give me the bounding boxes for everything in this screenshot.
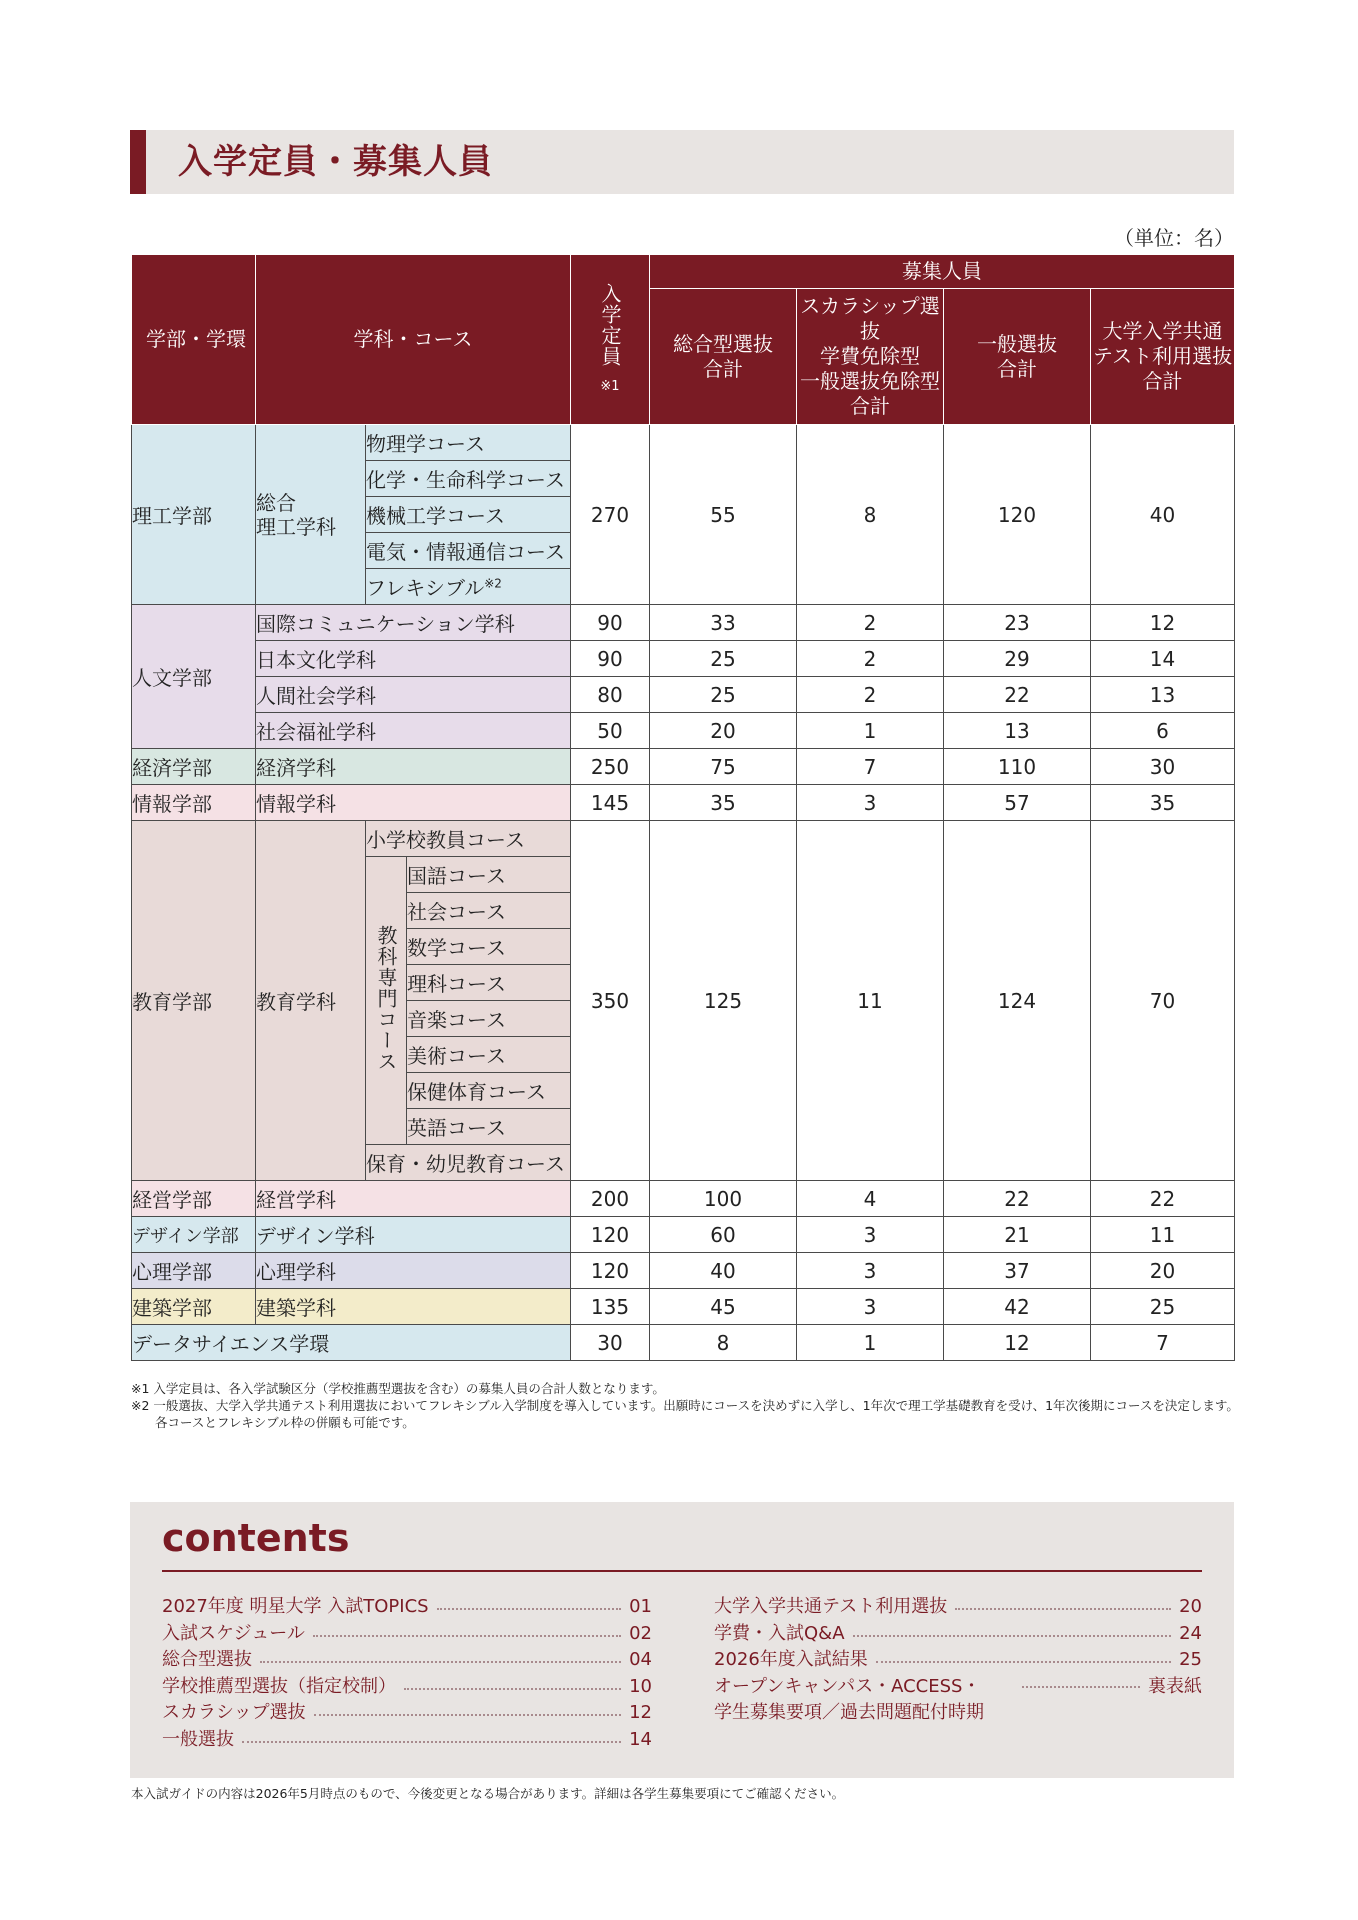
toc-right [714,1594,1202,1728]
table-row [132,1217,1235,1253]
toc-item[interactable] [162,1647,652,1674]
value-cell: 33 [650,605,797,641]
toc-item[interactable] [714,1594,1202,1621]
course-cell: 社会コース [407,893,571,929]
value-cell: 14 [1091,641,1235,677]
table-row [132,821,1235,857]
header-col-ippan: 一般選抜 合計 [944,289,1091,425]
toc-page: 裏表紙 [1148,1675,1202,1697]
course-cell: 保育・幼児教育コース [366,1145,571,1181]
value-cell: 1 [797,1325,944,1361]
faculty-cell: 経済学部 [132,749,256,785]
value-cell: 40 [1091,425,1235,605]
course-cell: 国語コース [407,857,571,893]
title-accent [130,130,146,194]
toc-leader [876,1647,1171,1663]
faculty-cell: 建築学部 [132,1289,256,1325]
value-cell: 70 [1091,821,1235,1181]
value-cell: 6 [1091,713,1235,749]
toc-leader [260,1647,621,1663]
toc-label: 2027年度 明星大学 入試TOPICS [162,1596,429,1617]
department-cell: 人間社会学科 [256,677,571,713]
department-cell: デザイン学科 [256,1217,571,1253]
value-cell: 35 [1091,785,1235,821]
value-cell: 50 [571,713,650,749]
department-cell: 心理学科 [256,1253,571,1289]
course-cell: 電気・情報通信コース [366,533,571,569]
toc-leader [314,1700,621,1716]
value-cell: 55 [650,425,797,605]
toc-page: 02 [629,1622,652,1644]
faculty-cell: 経営学部 [132,1181,256,1217]
value-cell: 120 [571,1253,650,1289]
value-cell: 22 [944,677,1091,713]
value-cell: 37 [944,1253,1091,1289]
course-cell: 数学コース [407,929,571,965]
table-row [132,677,1235,713]
value-cell: 35 [650,785,797,821]
footnote-2-cont: 各コースとフレキシブル枠の併願も可能です。 [155,1415,415,1430]
table-row [132,605,1235,641]
table-row [132,1253,1235,1289]
subject-group-label: 教科専門コース [374,924,398,1072]
value-cell: 80 [571,677,650,713]
value-cell: 270 [571,425,650,605]
course-cell: 化学・生命科学コース [366,461,571,497]
toc-label: 入試スケジュール [162,1622,305,1644]
faculty-cell: 情報学部 [132,785,256,821]
value-cell: 57 [944,785,1091,821]
value-cell: 60 [650,1217,797,1253]
value-cell: 30 [571,1325,650,1361]
value-cell: 3 [797,1253,944,1289]
department-cell: 総合 理工学科 [256,425,366,605]
toc-leader [242,1727,621,1743]
value-cell: 145 [571,785,650,821]
value-cell: 21 [944,1217,1091,1253]
value-cell: 90 [571,605,650,641]
course-cell: 英語コース [407,1109,571,1145]
header-department: 学科・コース [256,255,571,425]
course-flexible: フレキシブル [366,576,485,600]
contents-divider [162,1570,1202,1572]
subject-group-cell [366,857,407,1145]
table-row [132,641,1235,677]
footnote-1: ※1 入学定員は、各入学試験区分（学校推薦型選抜を含む）の募集人員の合計人数となります。 [131,1381,665,1396]
faculty-cell: 理工学部 [132,425,256,605]
capacity-table [131,254,1235,1361]
header-recruitment: 募集人員 [650,255,1235,289]
value-cell: 350 [571,821,650,1181]
toc-page: 01 [629,1596,652,1617]
value-cell: 8 [650,1325,797,1361]
department-cell: 教育学科 [256,821,366,1181]
value-cell: 42 [944,1289,1091,1325]
contents-title: contents [162,1516,350,1560]
toc-label: 一般選抜 [162,1728,234,1750]
course-cell: 小学校教員コース [366,821,571,857]
value-cell: 100 [650,1181,797,1217]
table-row [132,785,1235,821]
toc-leader [955,1594,1171,1610]
toc-page: 20 [1179,1596,1202,1617]
course-cell: 理科コース [407,965,571,1001]
toc-leader [313,1621,621,1637]
toc-page: 12 [629,1702,652,1724]
value-cell: 11 [1091,1217,1235,1253]
table-row [132,425,1235,461]
value-cell: 250 [571,749,650,785]
value-cell: 3 [797,1217,944,1253]
toc-page: 10 [629,1675,652,1697]
value-cell: 29 [944,641,1091,677]
value-cell: 4 [797,1181,944,1217]
header-col-scholarship: スカラシップ選抜 学費免除型 一般選抜免除型 合計 [797,289,944,425]
value-cell: 2 [797,641,944,677]
footnote-2: ※2 一般選抜、大学入学共通テスト利用選抜においてフレキシブル入学制度を導入しています。出願時にコースを決めずに入学し、1年次で理工学基礎教育を受け、1年次後期にコースを決定します。 [131,1398,1239,1413]
toc-leader [1022,1674,1140,1688]
toc-item[interactable] [714,1647,1202,1674]
header-col-sogo: 総合型選抜 合計 [650,289,797,425]
table-row [132,749,1235,785]
toc-item[interactable] [162,1727,652,1754]
faculty-cell: 人文学部 [132,605,256,749]
table-row [132,1289,1235,1325]
value-cell: 12 [944,1325,1091,1361]
value-cell: 20 [1091,1253,1235,1289]
value-cell: 11 [797,821,944,1181]
toc-item[interactable] [162,1674,652,1701]
department-cell: 建築学科 [256,1289,571,1325]
contents-box [130,1502,1234,1778]
value-cell: 3 [797,785,944,821]
value-cell: 125 [650,821,797,1181]
value-cell: 7 [797,749,944,785]
toc-page: 14 [629,1728,652,1750]
course-cell [366,569,571,605]
value-cell: 22 [1091,1181,1235,1217]
value-cell: 13 [1091,677,1235,713]
department-cell: 経営学科 [256,1181,571,1217]
toc-label: 総合型選抜 [162,1649,252,1671]
toc-page: 25 [1179,1649,1202,1671]
value-cell: 75 [650,749,797,785]
faculty-cell: 心理学部 [132,1253,256,1289]
toc-label: スカラシップ選抜 [162,1702,306,1724]
value-cell: 25 [1091,1289,1235,1325]
toc-label: オープンキャンパス・ACCESS・ 学生募集要項／過去問題配付時期 [714,1675,984,1723]
value-cell: 124 [944,821,1091,1181]
header-capacity-label: 入学定員 [598,283,622,368]
value-cell: 110 [944,749,1091,785]
value-cell: 30 [1091,749,1235,785]
course-cell: 機械工学コース [366,497,571,533]
faculty-cell: デザイン学部 [132,1217,256,1253]
toc-item[interactable] [714,1621,1202,1648]
value-cell: 12 [1091,605,1235,641]
value-cell: 200 [571,1181,650,1217]
value-cell: 45 [650,1289,797,1325]
value-cell: 120 [571,1217,650,1253]
flexible-note: ※2 [484,576,502,591]
value-cell: 40 [650,1253,797,1289]
table-row [132,713,1235,749]
title-bar [130,130,1234,194]
value-cell: 25 [650,677,797,713]
faculty-cell: 教育学部 [132,821,256,1181]
department-cell: 日本文化学科 [256,641,571,677]
toc-item[interactable] [714,1674,1202,1728]
footnotes [131,1380,1241,1431]
course-cell: 物理学コース [366,425,571,461]
value-cell: 2 [797,605,944,641]
toc-leader [853,1621,1172,1637]
value-cell: 1 [797,713,944,749]
value-cell: 25 [650,641,797,677]
value-cell: 7 [1091,1325,1235,1361]
value-cell: 3 [797,1289,944,1325]
page-title: 入学定員・募集人員 [178,142,493,182]
value-cell: 23 [944,605,1091,641]
department-cell: 社会福祉学科 [256,713,571,749]
value-cell: 22 [944,1181,1091,1217]
toc-item[interactable] [162,1700,652,1727]
course-cell: 保健体育コース [407,1073,571,1109]
toc-leader [404,1674,621,1690]
faculty-cell: データサイエンス学環 [132,1325,571,1361]
unit-label: （単位：名） [1114,226,1234,250]
value-cell: 90 [571,641,650,677]
value-cell: 8 [797,425,944,605]
toc-page: 04 [629,1649,652,1671]
department-cell: 国際コミュニケーション学科 [256,605,571,641]
table-row [132,1181,1235,1217]
header-col-kyotsu: 大学入学共通 テスト利用選抜 合計 [1091,289,1235,425]
department-cell: 経済学科 [256,749,571,785]
toc-item[interactable] [162,1621,652,1648]
header-capacity-note: ※1 [600,379,620,395]
toc-item[interactable] [162,1594,652,1621]
course-cell: 音楽コース [407,1001,571,1037]
course-cell: 美術コース [407,1037,571,1073]
value-cell: 13 [944,713,1091,749]
toc-label: 学費・入試Q&A [714,1622,845,1644]
toc-left [162,1594,652,1754]
value-cell: 135 [571,1289,650,1325]
toc-label: 2026年度入試結果 [714,1649,868,1671]
value-cell: 20 [650,713,797,749]
toc-page: 24 [1179,1622,1202,1644]
toc-leader [437,1594,622,1610]
department-cell: 情報学科 [256,785,571,821]
header-faculty: 学部・学環 [132,255,256,425]
table-row [132,1325,1235,1361]
toc-label: 学校推薦型選抜（指定校制） [162,1675,396,1697]
value-cell: 2 [797,677,944,713]
value-cell: 120 [944,425,1091,605]
bottom-note: 本入試ガイドの内容は2026年5月時点のもので、今後変更となる場合があります。詳細は各学生募集要項にてご確認ください。 [131,1786,845,1801]
header-capacity [571,255,650,425]
toc-label: 大学入学共通テスト利用選抜 [714,1596,948,1617]
